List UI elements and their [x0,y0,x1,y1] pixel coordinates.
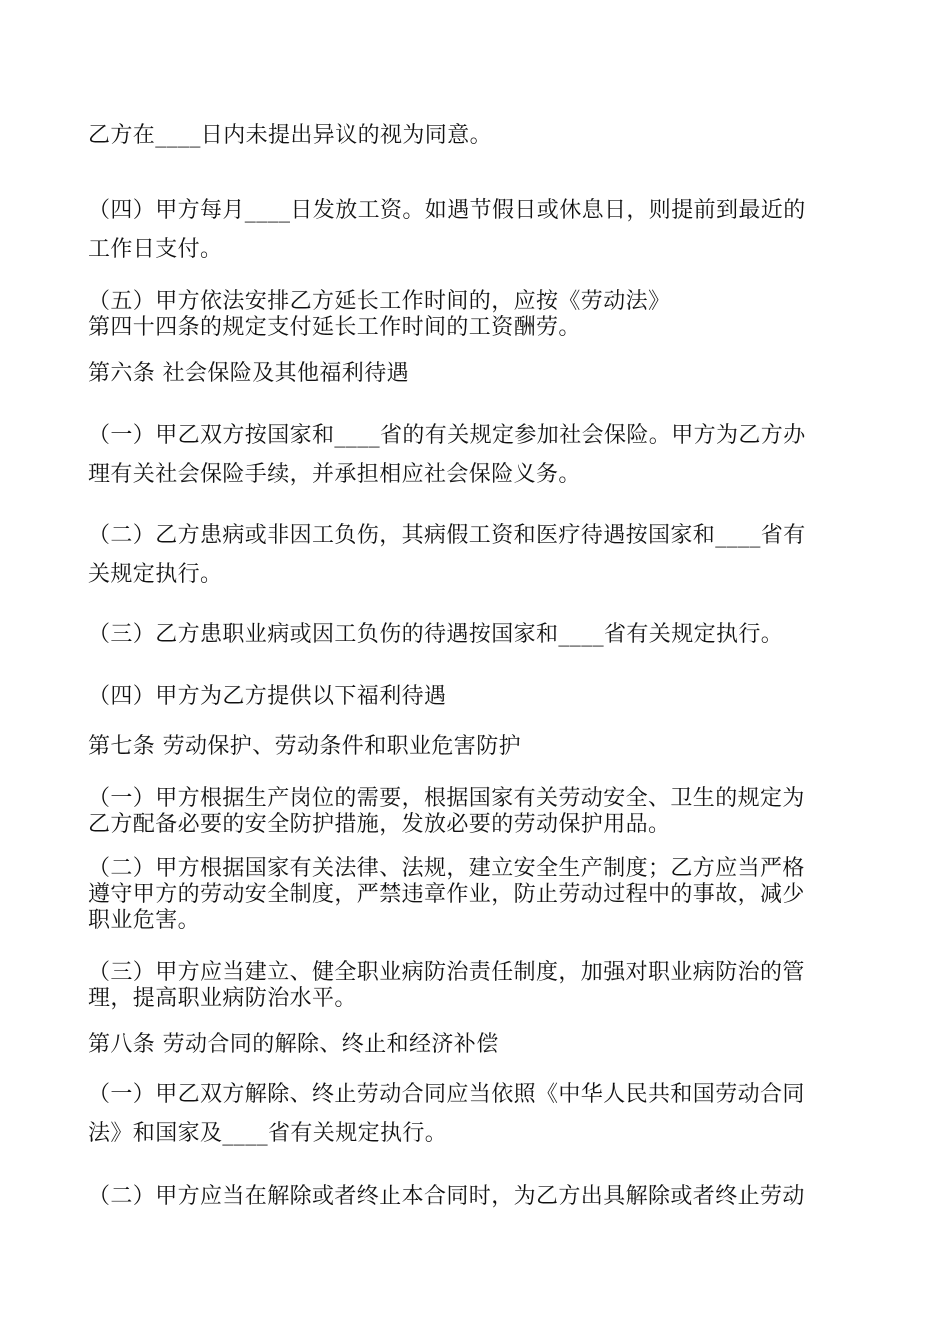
text-line: （二）甲方根据国家有关法律、法规，建立安全生产制度；乙方应当严格 [88,856,805,881]
text-line: 第四十四条的规定支付延长工作时间的工资酬劳。 [88,315,581,340]
text-line: （三）乙方患职业病或因工负伤的待遇按国家和____省有关规定执行。 [88,622,784,647]
text-line: （五）甲方依法安排乙方延长工作时间的，应按《劳动法》 [88,289,671,314]
text-line: 理有关社会保险手续，并承担相应社会保险义务。 [88,462,581,487]
text-line: （二）甲方应当在解除或者终止本合同时，为乙方出具解除或者终止劳动 [88,1184,805,1209]
text-line: 乙方在____日内未提出异议的视为同意。 [88,123,493,148]
text-line: （四）甲方为乙方提供以下福利待遇 [88,684,447,709]
section-heading: 第六条 社会保险及其他福利待遇 [88,361,409,386]
text-line: 理，提高职业病防治水平。 [88,986,357,1011]
text-line: 职业危害。 [88,908,201,933]
text-line: （三）甲方应当建立、健全职业病防治责任制度，加强对职业病防治的管 [88,960,805,985]
text-line: （二）乙方患病或非因工负伤，其病假工资和医疗待遇按国家和____省有 [88,523,806,548]
text-line: （一）甲乙双方按国家和____省的有关规定参加社会保险。甲方为乙方办 [88,423,806,448]
text-line: （四）甲方每月____日发放工资。如遇节假日或休息日，则提前到最近的 [88,198,806,223]
text-line: 工作日支付。 [88,237,223,262]
text-line: 法》和国家及____省有关规定执行。 [88,1121,448,1146]
section-heading: 第八条 劳动合同的解除、终止和经济补偿 [88,1032,499,1057]
text-line: 关规定执行。 [88,562,223,587]
text-line: （一）甲乙双方解除、终止劳动合同应当依照《中华人民共和国劳动合同 [88,1082,805,1107]
text-line: （一）甲方根据生产岗位的需要，根据国家有关劳动安全、卫生的规定为 [88,786,805,811]
text-line: 乙方配备必要的安全防护措施，发放必要的劳动保护用品。 [88,812,671,837]
section-heading: 第七条 劳动保护、劳动条件和职业危害防护 [88,734,521,759]
text-line: 遵守甲方的劳动安全制度，严禁违章作业，防止劳动过程中的事故，减少 [88,882,805,907]
